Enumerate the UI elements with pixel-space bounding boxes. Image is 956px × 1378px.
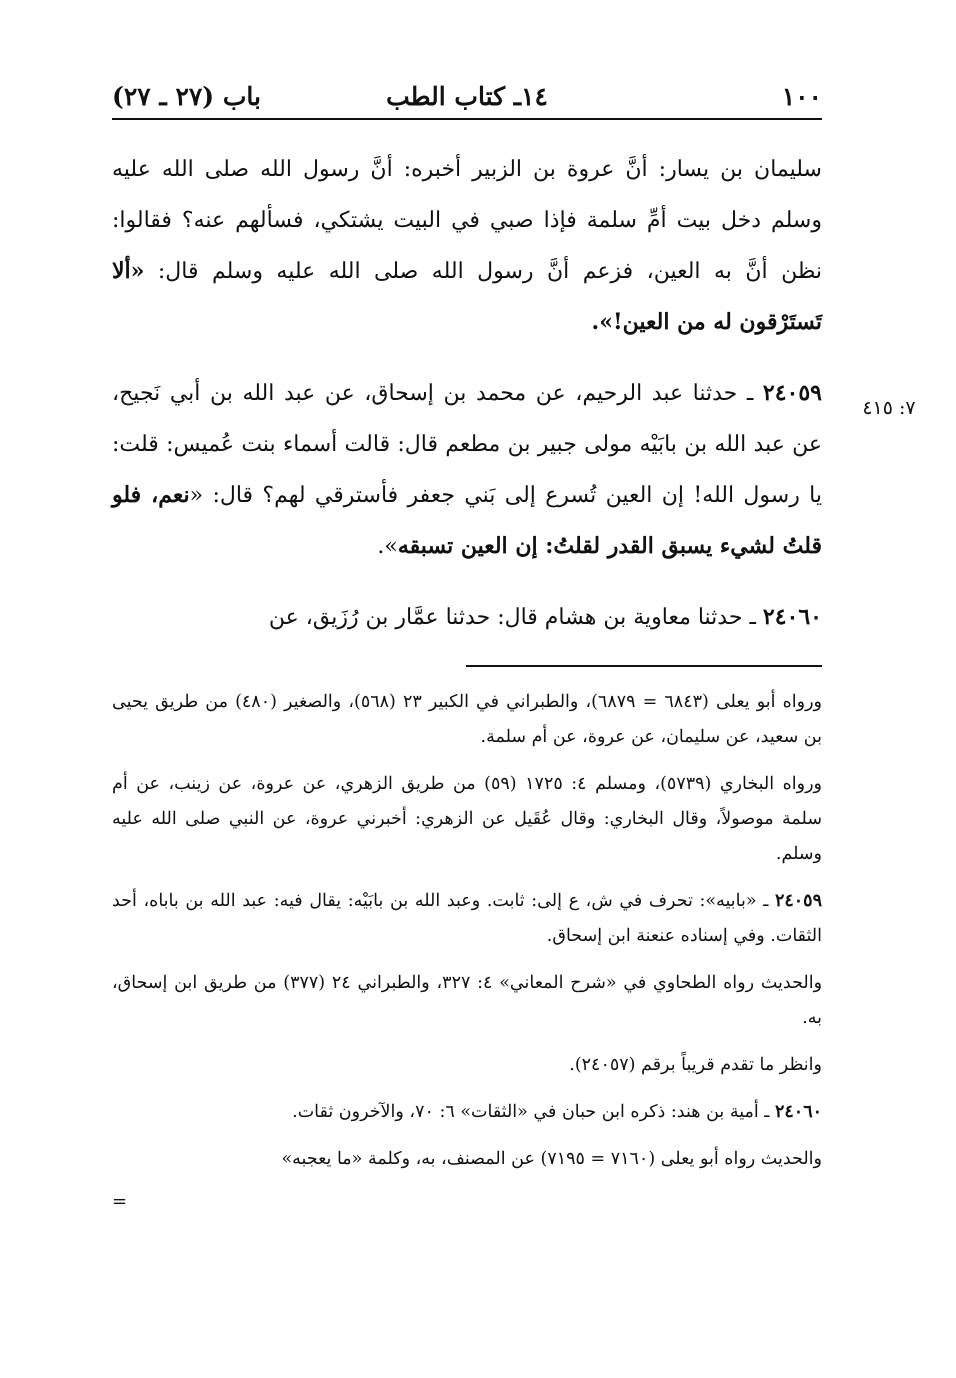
hadith-text: ـ حدثنا عبد الرحيم، عن محمد بن إسحاق، عن عبد الله بن أبي نَجيح، عن عبد الله بن بابَيْه مولى جبير بن مطعم قال: قالت أسماء بنت عُميس: قلت: يا رسول الله! إن العين تُسرع إلى بَني جعفر فأسترقي لهم؟ قال: « bbox=[112, 381, 822, 508]
page-number: ١٠٠ bbox=[781, 82, 822, 111]
paragraph-1-quote: «ألا تَستَرْقون له من العين!». bbox=[112, 258, 822, 335]
book-title: ١٤ـ كتاب الطب bbox=[386, 82, 548, 111]
footnote-divider bbox=[466, 665, 822, 667]
footnotes bbox=[112, 685, 822, 1215]
footnote-6 bbox=[112, 1095, 822, 1130]
hadith-number: ٢٤٠٥٩ bbox=[762, 380, 822, 406]
hadith-quote: نعم، فلو قلتُ لشيء يسبق القدر لقلتُ: إن العين تسبقه bbox=[112, 482, 822, 559]
footnote-3 bbox=[112, 884, 822, 954]
margin-reference: ٧: ٤١٥ bbox=[862, 397, 916, 419]
footnote-number: ٢٤٠٦٠ bbox=[775, 1102, 822, 1122]
book-page bbox=[112, 70, 916, 1215]
hadith-text: ـ حدثنا معاوية بن هشام قال: حدثنا عمَّار بن رُزَيق، عن bbox=[268, 605, 756, 630]
hadith-24059 bbox=[112, 368, 822, 572]
footnote-2: ورواه البخاري (٥٧٣٩)، ومسلم ٤: ١٧٢٥ (٥٩) من طريق الزهري، عن عروة، عن زينب، عن أم سلمة موصولاً، وقال البخاري: وقال عُقَيل عن الزهري: أخبرني عروة، عن النبي صلى الله عليه وسلم. bbox=[112, 774, 823, 864]
footnote-number: ٢٤٠٥٩ bbox=[774, 891, 822, 911]
hadith-number: ٢٤٠٦٠ bbox=[762, 604, 822, 630]
footnote-text: ـ «بابيه»: تحرف في ش، ع إلى: ثابت. وعبد الله بن بابَيْه: يقال فيه: عبد الله بن باباه، أحد الثقات. وفي إسناده عنعنة ابن إسحاق. bbox=[112, 891, 822, 946]
paragraph-1-text: سليمان بن يسار: أنَّ عروة بن الزبير أخبره: أنَّ رسول الله صلى الله عليه وسلم دخل بيت أمِّ سلمة فإذا صبي في البيت يشتكي، فسألهم عنه؟ فقالوا: نظن أنَّ به العين، فزعم أنَّ رسول الله صلى الله عليه وسلم قال: bbox=[112, 157, 822, 284]
footnote-text: ـ أمية بن هند: ذكره ابن حبان في «الثقات» ٦: ٧٠، والآخرون ثقات. bbox=[292, 1102, 770, 1122]
continuation-mark: = bbox=[112, 1191, 128, 1212]
footnote-7: والحديث رواه أبو يعلى (٧١٦٠ = ٧١٩٥) عن المصنف، به، وكلمة «ما يعجبه» bbox=[281, 1149, 822, 1169]
footnote-5: وانظر ما تقدم قريباً برقم (٢٤٠٥٧). bbox=[569, 1055, 822, 1075]
chapter-heading: باب (٢٧ ـ ٢٧) bbox=[112, 82, 261, 111]
footnote-1: ورواه أبو يعلى (٦٨٤٣ = ٦٨٧٩)، والطبراني في الكبير ٢٣ (٥٦٨)، والصغير (٤٨٠) من طريق يحيى بن سعيد، عن سليمان، عن عروة، عن أم سلمة. bbox=[112, 692, 822, 747]
paragraph-1 bbox=[112, 144, 822, 348]
hadith-text-end: ». bbox=[377, 534, 398, 559]
footnote-4: والحديث رواه الطحاوي في «شرح المعاني» ٤: ٣٢٧، والطبراني ٢٤ (٣٧٧) من طريق ابن إسحاق، به. bbox=[112, 973, 823, 1028]
main-text bbox=[112, 144, 822, 643]
page-header bbox=[112, 70, 822, 120]
hadith-24060 bbox=[112, 592, 822, 643]
